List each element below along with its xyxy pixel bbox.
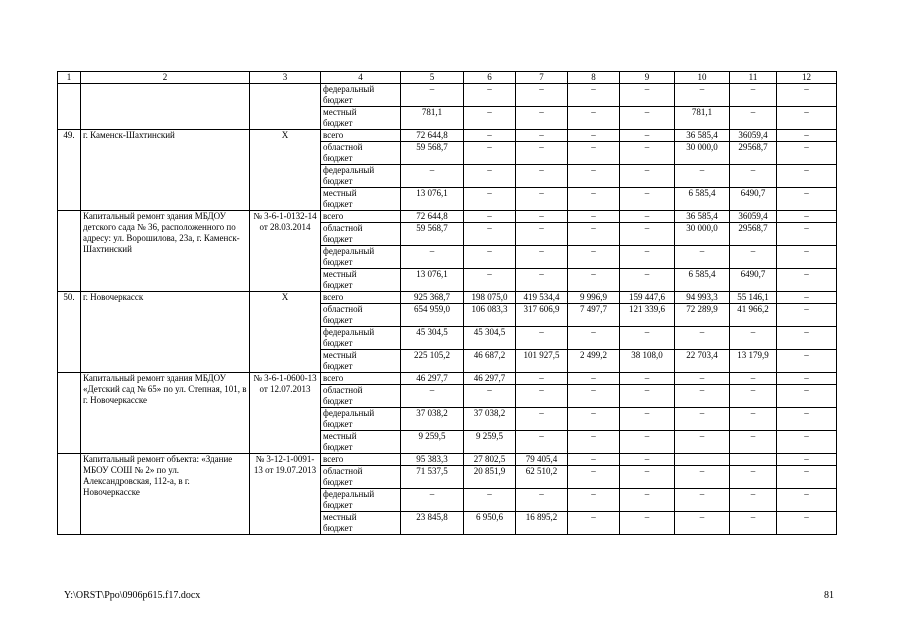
value-cell: – xyxy=(401,165,464,188)
funding-source-line: бюджет xyxy=(323,523,353,533)
value-cell: 59 568,7 xyxy=(401,223,464,246)
value-cell: 29568,7 xyxy=(730,142,777,165)
value-cell: – xyxy=(777,489,837,512)
value-cell: – xyxy=(568,373,620,385)
value-cell: – xyxy=(568,188,620,211)
value-cell: – xyxy=(675,327,730,350)
value-cell: – xyxy=(777,431,837,454)
value-cell: 23 845,8 xyxy=(401,512,464,535)
value-cell: – xyxy=(777,350,837,373)
value-cell: – xyxy=(620,84,675,107)
value-cell: – xyxy=(777,142,837,165)
value-cell: – xyxy=(620,431,675,454)
value-cell: 46 297,7 xyxy=(401,373,464,385)
funding-source-line: бюджет xyxy=(323,95,353,105)
value-cell: – xyxy=(568,489,620,512)
funding-source xyxy=(321,223,401,246)
value-cell: – xyxy=(620,327,675,350)
value-cell: – xyxy=(730,165,777,188)
value-cell: – xyxy=(730,385,777,408)
value-cell: – xyxy=(620,454,675,466)
funding-source-line: местный xyxy=(323,431,357,441)
funding-source-line: местный xyxy=(323,269,357,279)
value-cell: – xyxy=(777,512,837,535)
value-cell: 41 966,2 xyxy=(730,304,777,327)
value-cell: – xyxy=(516,107,568,130)
value-cell: – xyxy=(730,431,777,454)
value-cell: – xyxy=(401,84,464,107)
value-cell: – xyxy=(516,269,568,292)
value-cell: – xyxy=(730,512,777,535)
value-cell: – xyxy=(401,385,464,408)
value-cell: – xyxy=(620,466,675,489)
document-number: № 3-6-1-0132-14 от 28.03.2014 xyxy=(250,211,321,292)
header-cell: 3 xyxy=(250,72,321,84)
header-cell: 12 xyxy=(777,72,837,84)
funding-source-line: бюджет xyxy=(323,500,353,510)
value-cell: – xyxy=(464,269,516,292)
value-cell: 36 585,4 xyxy=(675,211,730,223)
value-cell: – xyxy=(516,84,568,107)
funding-source xyxy=(321,327,401,350)
row-number xyxy=(58,454,81,535)
value-cell xyxy=(675,454,730,466)
value-cell: – xyxy=(516,327,568,350)
value-cell: – xyxy=(620,188,675,211)
funding-source-line: всего xyxy=(323,454,344,464)
funding-source xyxy=(321,454,401,466)
value-cell: 37 038,2 xyxy=(464,408,516,431)
value-cell: – xyxy=(675,165,730,188)
value-cell: – xyxy=(464,246,516,269)
value-cell: 94 993,3 xyxy=(675,292,730,304)
value-cell: – xyxy=(568,385,620,408)
funding-source-line: областной xyxy=(323,223,363,233)
value-cell: – xyxy=(730,84,777,107)
value-cell: – xyxy=(516,431,568,454)
value-cell: – xyxy=(620,211,675,223)
value-cell: – xyxy=(620,385,675,408)
value-cell: 55 146,1 xyxy=(730,292,777,304)
object-name xyxy=(81,84,250,130)
funding-source xyxy=(321,431,401,454)
funding-source-line: областной xyxy=(323,385,363,395)
value-cell: – xyxy=(675,489,730,512)
value-cell: – xyxy=(777,385,837,408)
value-cell: – xyxy=(620,223,675,246)
value-cell: – xyxy=(516,246,568,269)
value-cell: 121 339,6 xyxy=(620,304,675,327)
funding-source xyxy=(321,84,401,107)
row-number xyxy=(58,211,81,292)
funding-source-line: бюджет xyxy=(323,477,353,487)
value-cell: – xyxy=(777,188,837,211)
value-cell: 38 108,0 xyxy=(620,350,675,373)
file-path: Y:\ORST\Ppo\0906p615.f17.docx xyxy=(64,590,201,601)
value-cell: 30 000,0 xyxy=(675,223,730,246)
value-cell: 101 927,5 xyxy=(516,350,568,373)
value-cell: 29568,7 xyxy=(730,223,777,246)
value-cell: 46 297,7 xyxy=(464,373,516,385)
value-cell: – xyxy=(777,269,837,292)
value-cell: 72 289,9 xyxy=(675,304,730,327)
value-cell: 781,1 xyxy=(675,107,730,130)
row-number xyxy=(58,84,81,130)
table-row xyxy=(58,84,837,107)
document-number: № 3-6-1-0600-13 от 12.07.2013 xyxy=(250,373,321,454)
funding-source-line: бюджет xyxy=(323,442,353,452)
funding-source-line: всего xyxy=(323,373,344,383)
value-cell: – xyxy=(464,130,516,142)
funding-source xyxy=(321,165,401,188)
value-cell: 36059,4 xyxy=(730,130,777,142)
funding-source-line: федеральный xyxy=(323,327,375,337)
value-cell: 22 703,4 xyxy=(675,350,730,373)
value-cell: – xyxy=(401,246,464,269)
value-cell: – xyxy=(568,269,620,292)
table-row xyxy=(58,373,837,385)
funding-source-line: федеральный xyxy=(323,84,375,94)
funding-source-line: всего xyxy=(323,130,344,140)
value-cell: 45 304,5 xyxy=(401,327,464,350)
document-number xyxy=(250,84,321,130)
value-cell: – xyxy=(464,107,516,130)
value-cell: – xyxy=(401,489,464,512)
value-cell: – xyxy=(675,385,730,408)
funding-source-line: бюджет xyxy=(323,338,353,348)
object-name: Капитальный ремонт здания МБДОУ детского сада № 36, расположенного по адресу: ул. Ворошилова, 23а, г. Каменск-Шахтинский xyxy=(81,211,250,292)
value-cell: 7 497,7 xyxy=(568,304,620,327)
value-cell: – xyxy=(516,130,568,142)
value-cell: – xyxy=(516,142,568,165)
value-cell: – xyxy=(620,408,675,431)
value-cell: – xyxy=(777,373,837,385)
value-cell: – xyxy=(675,431,730,454)
value-cell: – xyxy=(620,373,675,385)
value-cell: – xyxy=(620,489,675,512)
page-number: 81 xyxy=(824,590,834,601)
value-cell: – xyxy=(568,408,620,431)
value-cell: 6 585,4 xyxy=(675,188,730,211)
value-cell: 13 179,9 xyxy=(730,350,777,373)
funding-source-line: федеральный xyxy=(323,165,375,175)
funding-source-line: бюджет xyxy=(323,280,353,290)
row-number: 49. xyxy=(58,130,81,211)
value-cell: 198 075,0 xyxy=(464,292,516,304)
funding-source-line: местный xyxy=(323,350,357,360)
funding-source xyxy=(321,373,401,385)
funding-source xyxy=(321,107,401,130)
value-cell: 6490,7 xyxy=(730,188,777,211)
value-cell: – xyxy=(516,408,568,431)
funding-source-line: бюджет xyxy=(323,153,353,163)
value-cell: 6 950,6 xyxy=(464,512,516,535)
value-cell: – xyxy=(568,130,620,142)
value-cell: – xyxy=(730,489,777,512)
funding-source xyxy=(321,246,401,269)
header-cell: 4 xyxy=(321,72,401,84)
value-cell: 27 802,5 xyxy=(464,454,516,466)
value-cell: – xyxy=(516,385,568,408)
funding-source xyxy=(321,269,401,292)
value-cell: – xyxy=(675,408,730,431)
value-cell: – xyxy=(568,211,620,223)
value-cell: 37 038,2 xyxy=(401,408,464,431)
value-cell: 30 000,0 xyxy=(675,142,730,165)
value-cell: – xyxy=(777,327,837,350)
value-cell: – xyxy=(620,107,675,130)
header-cell: 6 xyxy=(464,72,516,84)
value-cell: 419 534,4 xyxy=(516,292,568,304)
funding-source-line: местный xyxy=(323,512,357,522)
value-cell: 9 259,5 xyxy=(401,431,464,454)
document-number: Х xyxy=(250,130,321,211)
funding-source-line: всего xyxy=(323,292,344,302)
value-cell: – xyxy=(675,512,730,535)
value-cell: – xyxy=(516,188,568,211)
funding-source-line: бюджет xyxy=(323,199,353,209)
funding-source-line: областной xyxy=(323,304,363,314)
funding-source-line: федеральный xyxy=(323,408,375,418)
value-cell: – xyxy=(777,107,837,130)
value-cell: – xyxy=(620,165,675,188)
value-cell: – xyxy=(620,246,675,269)
value-cell: 72 644,8 xyxy=(401,130,464,142)
funding-source-line: бюджет xyxy=(323,176,353,186)
funding-source xyxy=(321,512,401,535)
value-cell: 16 895,2 xyxy=(516,512,568,535)
value-cell: 13 076,1 xyxy=(401,188,464,211)
value-cell: – xyxy=(516,489,568,512)
funding-source-line: местный xyxy=(323,188,357,198)
header-cell: 7 xyxy=(516,72,568,84)
funding-source-line: бюджет xyxy=(323,361,353,371)
header-cell: 8 xyxy=(568,72,620,84)
value-cell: – xyxy=(777,211,837,223)
funding-source-line: бюджет xyxy=(323,315,353,325)
value-cell: – xyxy=(777,165,837,188)
value-cell: – xyxy=(464,489,516,512)
funding-source-line: областной xyxy=(323,142,363,152)
value-cell: – xyxy=(516,223,568,246)
funding-source-line: федеральный xyxy=(323,489,375,499)
value-cell: – xyxy=(620,269,675,292)
value-cell: – xyxy=(568,327,620,350)
funding-source-line: всего xyxy=(323,211,344,221)
value-cell: – xyxy=(675,246,730,269)
funding-source-line: областной xyxy=(323,466,363,476)
funding-source xyxy=(321,188,401,211)
value-cell: – xyxy=(777,84,837,107)
funding-source xyxy=(321,489,401,512)
value-cell: 6490,7 xyxy=(730,269,777,292)
value-cell: – xyxy=(464,165,516,188)
value-cell: 781,1 xyxy=(401,107,464,130)
value-cell: – xyxy=(675,466,730,489)
funding-source xyxy=(321,408,401,431)
value-cell: – xyxy=(568,142,620,165)
value-cell: – xyxy=(568,165,620,188)
table-row xyxy=(58,292,837,304)
value-cell: – xyxy=(620,130,675,142)
value-cell: – xyxy=(464,223,516,246)
value-cell: – xyxy=(516,165,568,188)
funding-source xyxy=(321,292,401,304)
funding-source-line: федеральный xyxy=(323,246,375,256)
value-cell: 45 304,5 xyxy=(464,327,516,350)
value-cell: – xyxy=(568,431,620,454)
table-row xyxy=(58,454,837,466)
value-cell: – xyxy=(730,246,777,269)
value-cell: – xyxy=(568,223,620,246)
table-row xyxy=(58,211,837,223)
value-cell: 71 537,5 xyxy=(401,466,464,489)
funding-source-line: бюджет xyxy=(323,419,353,429)
value-cell: – xyxy=(464,385,516,408)
value-cell: – xyxy=(568,246,620,269)
value-cell: – xyxy=(516,211,568,223)
value-cell: – xyxy=(730,408,777,431)
value-cell: 46 687,2 xyxy=(464,350,516,373)
value-cell: 6 585,4 xyxy=(675,269,730,292)
value-cell: – xyxy=(777,292,837,304)
value-cell: – xyxy=(777,246,837,269)
value-cell: – xyxy=(675,84,730,107)
value-cell: 13 076,1 xyxy=(401,269,464,292)
document-number: № 3-12-1-0091-13 от 19.07.2013 xyxy=(250,454,321,535)
value-cell: – xyxy=(620,142,675,165)
funding-source xyxy=(321,385,401,408)
value-cell: – xyxy=(675,373,730,385)
value-cell: – xyxy=(568,466,620,489)
funding-source xyxy=(321,304,401,327)
table-row xyxy=(58,130,837,142)
value-cell: – xyxy=(464,84,516,107)
value-cell: 95 383,3 xyxy=(401,454,464,466)
value-cell: – xyxy=(568,454,620,466)
budget-table xyxy=(57,71,837,535)
value-cell: 159 447,6 xyxy=(620,292,675,304)
value-cell: 317 606,9 xyxy=(516,304,568,327)
row-number xyxy=(58,373,81,454)
value-cell: 2 499,2 xyxy=(568,350,620,373)
funding-source-line: бюджет xyxy=(323,118,353,128)
value-cell: – xyxy=(568,107,620,130)
value-cell: – xyxy=(464,211,516,223)
value-cell: 79 405,4 xyxy=(516,454,568,466)
value-cell: – xyxy=(777,130,837,142)
value-cell xyxy=(730,454,777,466)
value-cell: 36 585,4 xyxy=(675,130,730,142)
value-cell: 925 368,7 xyxy=(401,292,464,304)
row-number: 50. xyxy=(58,292,81,373)
value-cell: – xyxy=(730,466,777,489)
funding-source xyxy=(321,130,401,142)
value-cell: 9 259,5 xyxy=(464,431,516,454)
value-cell: 20 851,9 xyxy=(464,466,516,489)
funding-source xyxy=(321,211,401,223)
value-cell: – xyxy=(568,84,620,107)
value-cell: 9 996,9 xyxy=(568,292,620,304)
value-cell: 72 644,8 xyxy=(401,211,464,223)
header-cell: 10 xyxy=(675,72,730,84)
value-cell: – xyxy=(777,466,837,489)
value-cell: 106 083,3 xyxy=(464,304,516,327)
value-cell: – xyxy=(730,327,777,350)
document-number: Х xyxy=(250,292,321,373)
value-cell: – xyxy=(777,223,837,246)
header-cell: 9 xyxy=(620,72,675,84)
header-cell: 1 xyxy=(58,72,81,84)
value-cell: – xyxy=(620,512,675,535)
value-cell: – xyxy=(730,107,777,130)
value-cell: – xyxy=(777,408,837,431)
object-name: Капитальный ремонт здания МБДОУ «Детский сад № 65» по ул. Степная, 101, в г. Новочеркасске xyxy=(81,373,250,454)
funding-source xyxy=(321,350,401,373)
object-name: г. Каменск-Шахтинский xyxy=(81,130,250,211)
object-name: г. Новочеркасск xyxy=(81,292,250,373)
value-cell: – xyxy=(464,142,516,165)
value-cell: 36059,4 xyxy=(730,211,777,223)
funding-source-line: бюджет xyxy=(323,234,353,244)
value-cell: – xyxy=(777,304,837,327)
funding-source-line: бюджет xyxy=(323,396,353,406)
header-row xyxy=(58,72,837,84)
value-cell: 225 105,2 xyxy=(401,350,464,373)
header-cell: 5 xyxy=(401,72,464,84)
value-cell: 59 568,7 xyxy=(401,142,464,165)
funding-source-line: бюджет xyxy=(323,257,353,267)
header-cell: 11 xyxy=(730,72,777,84)
funding-source-line: местный xyxy=(323,107,357,117)
value-cell: 654 959,0 xyxy=(401,304,464,327)
object-name: Капитальный ремонт объекта: «Здание МБОУ СОШ № 2» по ул. Александровская, 112-а, в г. Новочеркасске xyxy=(81,454,250,535)
value-cell: – xyxy=(730,373,777,385)
value-cell: – xyxy=(464,188,516,211)
value-cell: – xyxy=(516,373,568,385)
funding-source xyxy=(321,142,401,165)
value-cell: 62 510,2 xyxy=(516,466,568,489)
value-cell: – xyxy=(568,512,620,535)
header-cell: 2 xyxy=(81,72,250,84)
value-cell: – xyxy=(777,454,837,466)
funding-source xyxy=(321,466,401,489)
